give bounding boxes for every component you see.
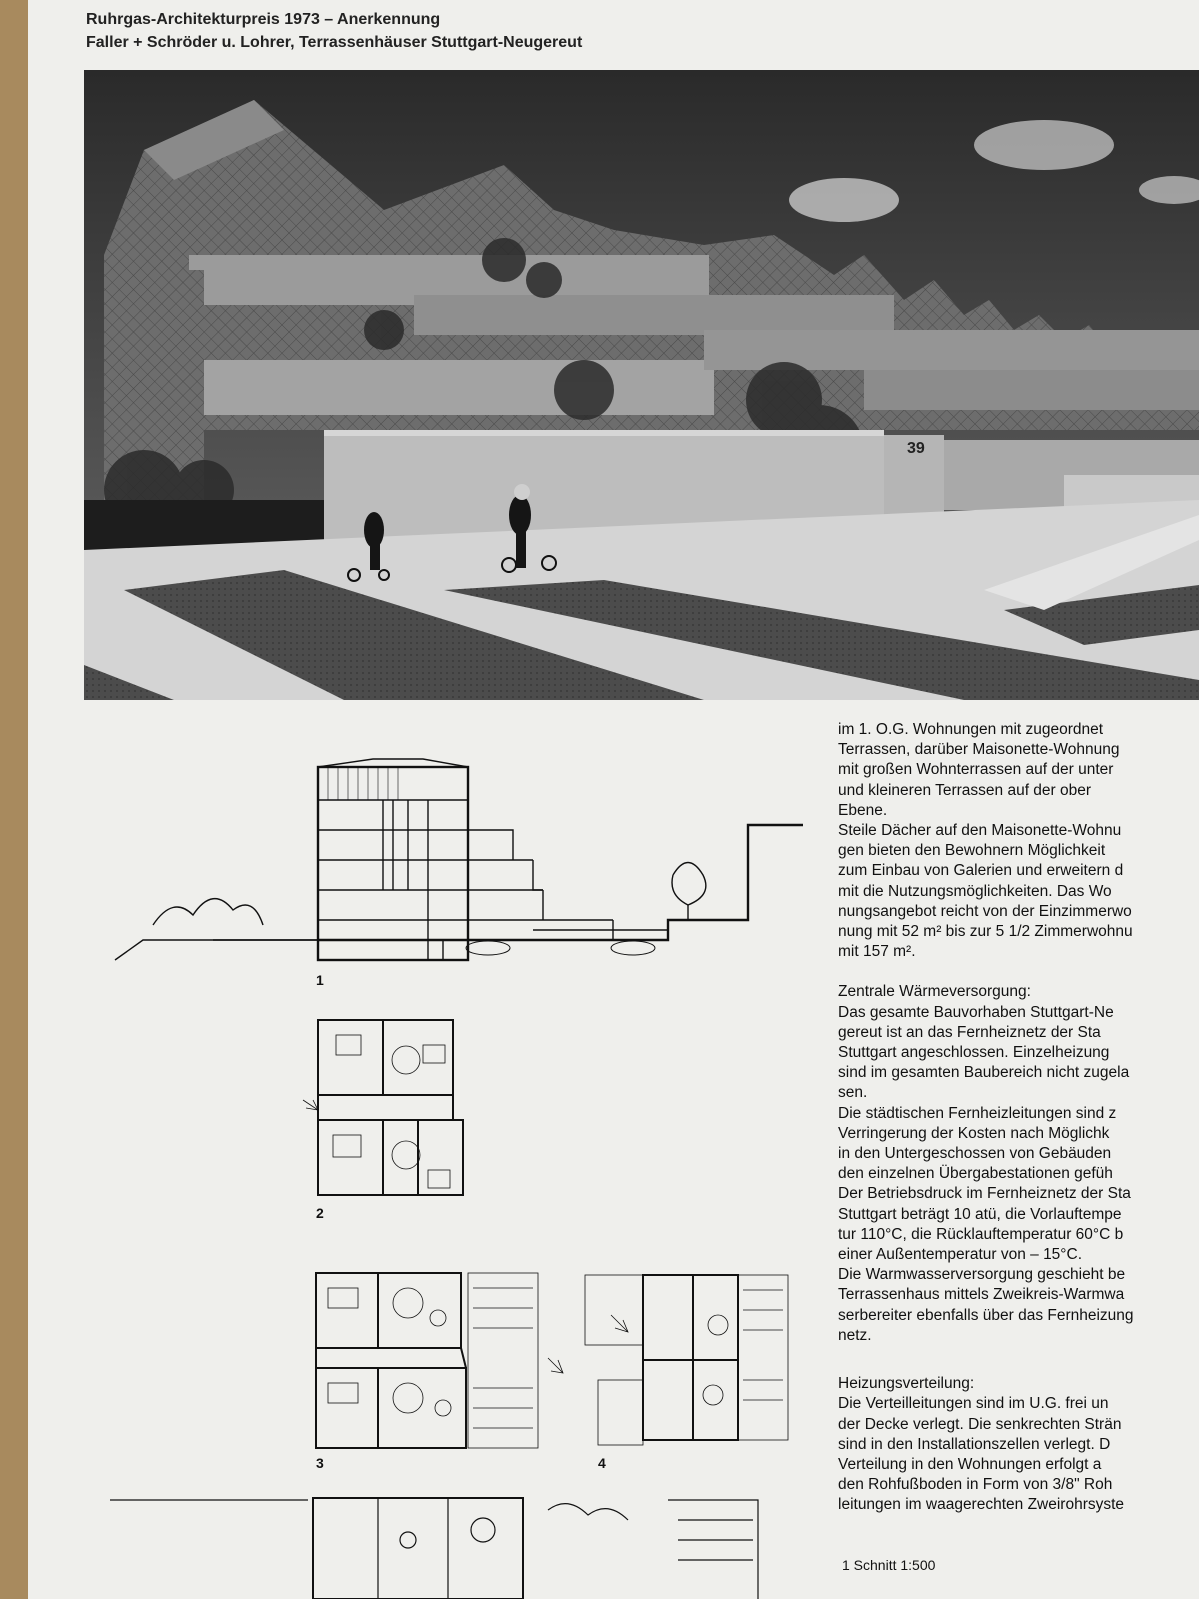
text-line: leitungen im waagerechten Zweirohrsyste: [838, 1496, 1125, 1514]
text-line: Stuttgart beträgt 10 atü, die Vorlauftempe: [838, 1205, 1122, 1223]
floor-plan-4: [583, 1270, 793, 1450]
section-heading-heat-supply: Zentrale Wärmeversorgung:: [838, 983, 1031, 1001]
terrace-houses-photo: [84, 70, 1199, 700]
text-line: zum Einbau von Galerien und erweitern d: [838, 862, 1124, 880]
text-line: gereut ist an das Fernheiznetz der Sta: [838, 1023, 1101, 1041]
header-line-1: Ruhrgas-Architekturpreis 1973 – Anerkennung: [86, 11, 441, 28]
text-line: und kleineren Terrassen auf der ober: [838, 781, 1092, 799]
text-line: Steile Dächer auf den Maisonette-Wohnu: [838, 822, 1122, 840]
text-line: sind in den Installationszellen verlegt. D: [838, 1435, 1111, 1453]
figure-number-1: 1: [316, 972, 324, 988]
text-line: Verteilung in den Wohnungen erfolgt a: [838, 1455, 1102, 1473]
text-line: gen bieten den Bewohnern Möglichkeit: [838, 842, 1106, 860]
text-line: sind im gesamten Baubereich nicht zugela: [838, 1064, 1130, 1082]
text-line: Die Verteilleitungen sind im U.G. frei un: [838, 1395, 1109, 1413]
floor-plan-2: [298, 1015, 478, 1200]
text-line: netz.: [838, 1326, 872, 1344]
text-line: Das gesamte Bauvorhaben Stuttgart-Ne: [838, 1003, 1114, 1021]
text-line: Terrassen, darüber Maisonette-Wohnung: [838, 741, 1120, 759]
text-line: Verringerung der Kosten nach Möglichk: [838, 1124, 1110, 1142]
text-line: mit großen Wohnterrassen auf der unter: [838, 761, 1114, 779]
figure-number-3: 3: [316, 1455, 324, 1471]
text-line: Die Warmwasserversorgung geschieht be: [838, 1266, 1126, 1284]
text-line: Die städtischen Fernheizleitungen sind z: [838, 1104, 1117, 1122]
section-heading-heat-distribution: Heizungsverteilung:: [838, 1375, 975, 1393]
text-line: Stuttgart angeschlossen. Einzelheizung: [838, 1044, 1110, 1062]
text-line: sen.: [838, 1084, 868, 1102]
text-line: in den Untergeschossen von Gebäuden: [838, 1145, 1112, 1163]
figure-number-4: 4: [598, 1455, 606, 1471]
text-line: den Rohfußboden in Form von 3/8" Roh: [838, 1476, 1113, 1494]
figure-caption: 1 Schnitt 1:500: [842, 1557, 936, 1573]
text-line: im 1. O.G. Wohnungen mit zugeordnet: [838, 721, 1104, 738]
body-text-column: [838, 720, 1199, 1516]
text-line: mit die Nutzungsmöglichkeiten. Das Wo: [838, 882, 1112, 900]
text-line: serbereiter ebenfalls über das Fernheizung: [838, 1306, 1134, 1324]
page-header: [86, 8, 582, 54]
text-line: einer Außentemperatur von – 15°C.: [838, 1246, 1083, 1264]
text-line: tur 110°C, die Rücklauftemperatur 60°C b: [838, 1225, 1124, 1243]
magazine-page: [28, 0, 1199, 1599]
text-line: den einzelnen Übergabestationen gefüh: [838, 1165, 1113, 1183]
house-number: 39: [907, 440, 925, 457]
section-drawing: [113, 755, 813, 970]
figure-number-2: 2: [316, 1205, 324, 1221]
text-line: Ebene.: [838, 801, 888, 819]
text-line: Der Betriebsdruck im Fernheiznetz der Sta: [838, 1185, 1131, 1203]
text-line: mit 157 m².: [838, 943, 916, 961]
text-line: der Decke verlegt. Die senkrechten Strän: [838, 1415, 1122, 1433]
text-line: nung mit 52 m² bis zur 5 1/2 Zimmerwohnu: [838, 923, 1133, 941]
partial-plan-drawing: [108, 1490, 788, 1599]
text-line: Terrassenhaus mittels Zweikreis-Warmwa: [838, 1286, 1125, 1304]
text-line: nungsangebot reicht von der Einzimmerwo: [838, 902, 1132, 920]
floor-plan-3: [308, 1268, 568, 1453]
header-line-2: Faller + Schröder u. Lohrer, Terrassenhäuser Stuttgart-Neugereut: [86, 34, 583, 51]
